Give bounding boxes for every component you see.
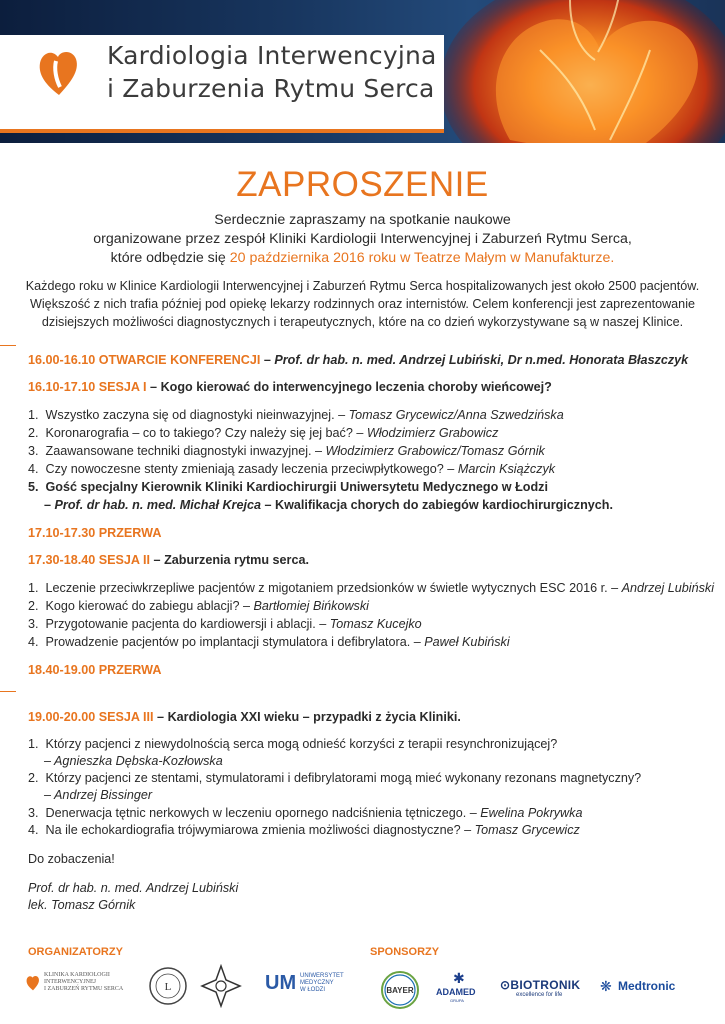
item-author: Tomasz Grycewicz/Anna Szwedzińska	[348, 408, 564, 422]
special-dash: –	[44, 498, 55, 512]
special-guest-text: Gość specjalny Kierownik Kliniki Kardiochirurgii Uniwersytetu Medycznego w Łodzi	[45, 480, 548, 494]
adamed-logo	[436, 970, 486, 1006]
session1-title: Kogo kierować do interwencyjnego leczenia choroby wieńcowej?	[160, 380, 552, 394]
item-number: 1.	[28, 737, 39, 751]
clinic-logo-line3: I ZABURZEŃ RYTMU SERCA	[44, 986, 124, 992]
item-text: Koronarografia – co to takiego? Czy należy się jej bać? –	[45, 426, 367, 440]
list-item	[28, 408, 564, 422]
university-logo-line1: UNIWERSYTET	[300, 973, 344, 979]
intro-line1: Serdecznie zapraszamy na spotkanie naukowe	[214, 212, 511, 228]
item-text: Na ile echokardiografia trójwymiarowa zmienia możliwości diagnostyczne? –	[45, 823, 475, 837]
header-banner	[0, 0, 725, 143]
session1-time: 16.10-17.10 SESJA I	[28, 380, 147, 394]
um-logo-text: UM	[265, 972, 297, 994]
seal-logo-icon	[148, 966, 188, 1006]
event-date-venue: 20 października 2016 roku w Teatrze Małym w Manufakturze.	[229, 250, 615, 266]
special-guest-line1	[28, 480, 548, 494]
medtronic-logo-text: Medtronic	[618, 979, 676, 993]
list-item	[28, 444, 545, 458]
item-number: 4.	[28, 462, 39, 476]
item-number: 5.	[28, 480, 39, 494]
session1-sep: –	[146, 380, 161, 394]
biotronik-wordmark: BIOTRONIK	[510, 978, 581, 992]
description-line3: dzisiejszych możliwości diagnostycznych i terapeutycznych, które na co dzień wykorzystywane są w naszej Klinice.	[41, 315, 684, 329]
item-author: Tomasz Grycewicz	[474, 823, 580, 837]
university-logo-line3: W ŁODZI	[300, 987, 325, 993]
item-author: Paweł Kubiński	[424, 635, 510, 649]
item-text: Przygotowanie pacjenta do kardiowersji i ablacji. –	[45, 617, 330, 631]
item-number: 3.	[28, 806, 39, 820]
heart-logo-icon	[26, 974, 40, 992]
session1-header	[28, 380, 552, 394]
break2: 18.40-19.00 PRZERWA	[28, 663, 162, 677]
clinic-logo-line1: KLINIKA KARDIOLOGII	[44, 972, 110, 978]
opening-time: 16.00-16.10 OTWARCIE KONFERENCJI	[28, 353, 261, 367]
adamed-logo-subtext: GRUPA	[450, 998, 464, 1003]
item-number: 2.	[28, 426, 39, 440]
heart-illustration	[420, 0, 725, 143]
list-item	[28, 771, 641, 785]
intro-line3	[0, 250, 725, 266]
heart-logo-icon	[38, 49, 80, 97]
item-text: Którzy pacjenci z niewydolnością serca mogą odnieść korzyści z terapii resynchronizującej?	[45, 737, 558, 751]
item-text: Leczenie przeciwkrzepliwe pacjentów z migotaniem przedsionków w świetle wytycznych ESC 2016 r. –	[45, 581, 622, 595]
list-item	[28, 737, 557, 751]
break1: 17.10-17.30 PRZERWA	[28, 526, 162, 540]
special-guest-line2	[44, 498, 613, 512]
item-text: Wszystko zaczyna się od diagnostyki nieinwazyjnej. –	[45, 408, 349, 422]
cross-emblem-icon	[200, 964, 242, 1008]
bayer-logo	[380, 970, 420, 1010]
list-item	[28, 462, 555, 476]
page-title: ZAPROSZENIE	[236, 165, 489, 204]
opening-speakers: Prof. dr hab. n. med. Andrzej Lubiński, Dr n.med. Honorata Błaszczyk	[274, 353, 689, 367]
item-text: Kogo kierować do zabiegu ablacji? –	[45, 599, 254, 613]
biotronik-slogan: excellence for life	[516, 992, 563, 998]
signature-line1: Prof. dr hab. n. med. Andrzej Lubiński	[28, 881, 239, 895]
session2-title: Zaburzenia rytmu serca.	[164, 553, 309, 567]
item-author: Andrzej Lubiński	[621, 581, 714, 595]
opening-row	[28, 353, 688, 367]
session3-time: 19.00-20.00 SESJA III	[28, 710, 154, 724]
item-author: Ewelina Pokrywka	[480, 806, 583, 820]
header-title-line1: Kardiologia Interwencyjna	[107, 41, 437, 70]
bayer-logo-text: BAYER	[386, 986, 414, 995]
item-number: 4.	[28, 823, 39, 837]
item-author: Włodzimierz Grabowicz	[366, 426, 499, 440]
special-guest-topic: – Kwalifikacja chorych do zabiegów kardiochirurgicznych.	[260, 498, 613, 512]
session2-header	[28, 553, 309, 567]
list-item	[28, 426, 498, 440]
clinic-logo-line2: INTERWENCYJNEJ	[44, 979, 96, 985]
adamed-logo-text: ADAMED	[436, 987, 476, 997]
clinic-logo	[26, 970, 156, 1004]
list-item	[28, 599, 369, 613]
item-text: Prowadzenie pacjentów po implantacji stymulatora i defibrylatora. –	[45, 635, 425, 649]
list-item	[28, 635, 510, 649]
margin-tick	[0, 345, 16, 346]
item-number: 2.	[28, 771, 39, 785]
svg-text:L: L	[164, 981, 172, 993]
margin-tick	[0, 691, 16, 692]
item-number: 2.	[28, 599, 39, 613]
item-text: Denerwacja tętnic nerkowych w leczeniu opornego nadciśnienia tętniczego. –	[45, 806, 481, 820]
session2-time: 17.30-18.40 SESJA II	[28, 553, 151, 567]
item-number: 1.	[28, 408, 39, 422]
session3-header	[28, 710, 461, 724]
list-item	[28, 806, 582, 820]
list-item	[28, 823, 580, 837]
intro-line3-text: które odbędzie się	[110, 250, 230, 266]
item-number: 1.	[28, 581, 39, 595]
session2-sep: –	[150, 553, 165, 567]
list-item	[28, 581, 714, 595]
description-line1: Każdego roku w Klinice Kardiologii Interwencyjnej i Zaburzeń Rytmu Serca hospitalizowanych jest około 2500 pacjentów.	[25, 279, 700, 293]
list-item	[28, 617, 422, 631]
session3-title: Kardiologia XXI wieku – przypadki z życia Kliniki.	[167, 710, 461, 724]
medtronic-logo	[600, 978, 720, 1002]
snowflake-icon: ✱	[453, 970, 465, 986]
item-number: 4.	[28, 635, 39, 649]
item-author: Tomasz Kucejko	[329, 617, 422, 631]
intro-line2: organizowane przez zespół Kliniki Kardiologii Interwencyjnej i Zaburzeń Rytmu Serca,	[93, 231, 632, 247]
header-title-line2: i Zaburzenia Rytmu Serca	[107, 74, 435, 103]
item-author: – Agnieszka Dębska-Kozłowska	[44, 754, 223, 768]
biotronik-logo	[500, 978, 592, 1006]
item-author: Włodzimierz Grabowicz/Tomasz Górnik	[325, 444, 545, 458]
sponsors-label: SPONSORZY	[370, 946, 440, 958]
item-text: Zaawansowane techniki diagnostyki inwazyjnej. –	[45, 444, 326, 458]
organizers-label: ORGANIZATORZY	[28, 946, 123, 958]
university-logo-line2: MEDYCZNY	[300, 980, 334, 986]
special-guest-name: Prof. dr hab. n. med. Michał Krejca	[54, 498, 261, 512]
biotronik-logo-text: ⊙BIOTRONIK	[500, 978, 581, 992]
signature-line2: lek. Tomasz Górnik	[28, 898, 136, 912]
item-number: 3.	[28, 444, 39, 458]
medical-university-logo	[265, 972, 355, 1002]
description-line2: Większość z nich trafia później pod opiekę lekarzy rodzinnych oraz internistów. Celem konferencji jest zaprezentowanie	[30, 297, 695, 311]
item-author: Marcin Książczyk	[457, 462, 556, 476]
item-author: Bartłomiej Bińkowski	[253, 599, 369, 613]
closing-text: Do zobaczenia!	[28, 852, 115, 866]
opening-sep: –	[260, 353, 275, 367]
item-text: Którzy pacjenci ze stentami, stymulatorami i defibrylatorami mogą mieć wykonany rezonans magnetyczny?	[45, 771, 642, 785]
title-box	[0, 35, 444, 133]
item-number: 3.	[28, 617, 39, 631]
medtronic-icon: ❋	[600, 978, 612, 994]
session3-sep: –	[153, 710, 168, 724]
item-author: – Andrzej Bissinger	[44, 788, 153, 802]
item-text: Czy nowoczesne stenty zmieniają zasady leczenia przeciwpłytkowego? –	[45, 462, 458, 476]
